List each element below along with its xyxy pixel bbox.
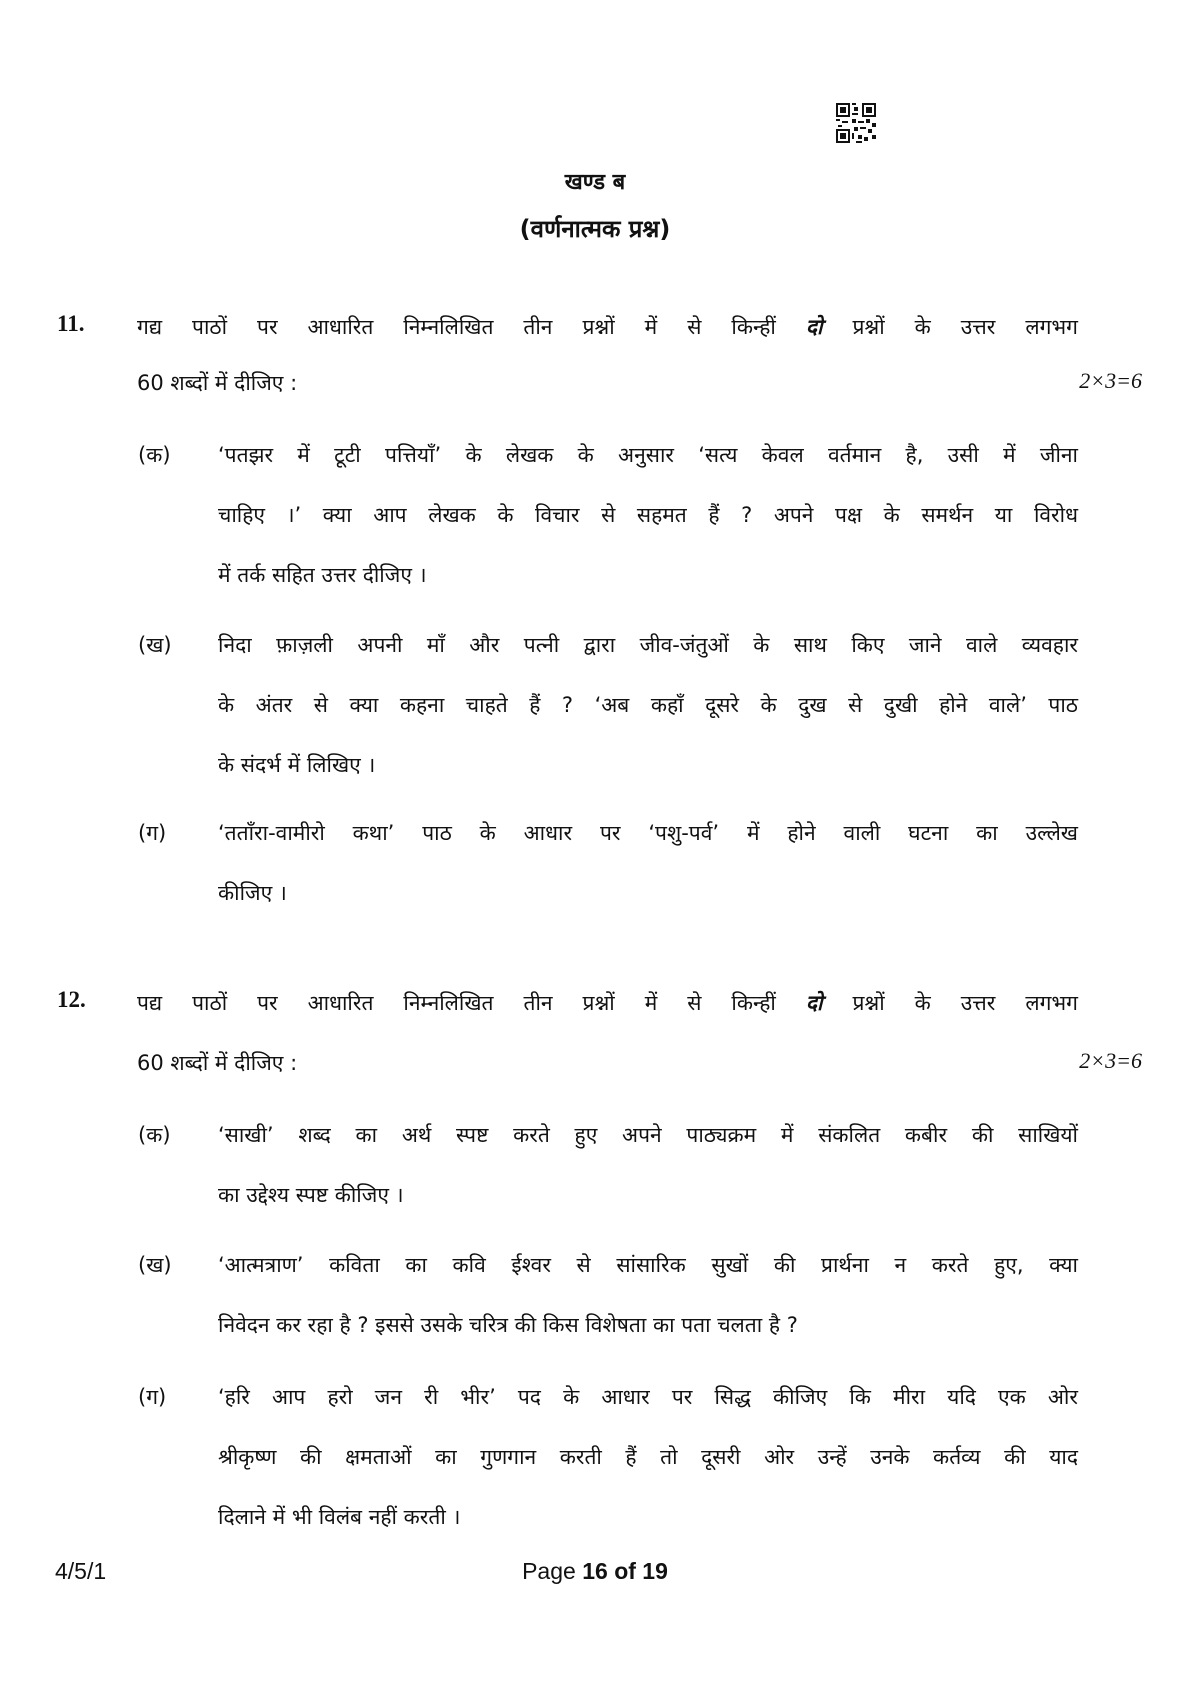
section-subtitle: (वर्णनात्मक प्रश्न) — [519, 215, 671, 243]
page-prefix: Page — [522, 1558, 576, 1584]
part-label: (ख) — [138, 1253, 172, 1277]
intro-emphasis: दो — [805, 991, 823, 1015]
page-total: 19 — [642, 1558, 668, 1584]
part-line: दिलाने में भी विलंब नहीं करती । — [218, 1505, 461, 1529]
part-line: निवेदन कर रहा है ? इससे उसके चरित्र की किस विशेषता का पता चलता है ? — [218, 1313, 798, 1337]
part-label: (ख) — [138, 633, 172, 657]
qr-code-icon — [836, 103, 876, 143]
question-intro-line2: 60 शब्दों में दीजिए : — [137, 371, 298, 395]
section-title: खण्ड ब — [564, 170, 626, 195]
part-label: (क) — [138, 443, 171, 467]
part-label: (क) — [138, 1123, 171, 1147]
paper-code: 4/5/1 — [55, 1558, 107, 1584]
question-intro-line1 — [137, 312, 1078, 342]
page-current: 16 — [582, 1558, 608, 1584]
page-of: of — [614, 1558, 636, 1584]
intro-text: प्रश्नों के उत्तर लगभग — [852, 991, 1078, 1015]
part-line: कीजिए । — [218, 881, 287, 905]
marks: 2×3=6 — [1079, 1048, 1142, 1073]
part-line: का उद्देश्य स्पष्ट कीजिए । — [218, 1183, 404, 1207]
part-line: ‘तताँरा-वामीरो कथा’ पाठ के आधार पर ‘पशु-पर्व’ में होने वाली घटना का उल्लेख — [218, 821, 1078, 845]
part-line: में तर्क सहित उत्तर दीजिए । — [218, 563, 427, 587]
intro-text: प्रश्नों के उत्तर लगभग — [852, 315, 1079, 339]
part-label: (ग) — [138, 821, 167, 845]
intro-text: गद्य पाठों पर आधारित निम्नलिखित तीन प्रश्नों में से किन्हीं — [137, 315, 776, 339]
question-intro-line1 — [137, 988, 1078, 1018]
intro-text: पद्य पाठों पर आधारित निम्नलिखित तीन प्रश्नों में से किन्हीं — [137, 991, 776, 1015]
page-number — [0, 1558, 1190, 1585]
part-line: के अंतर से क्या कहना चाहते हैं ? ‘अब कहाँ दूसरे के दुख से दुखी होने वाले’ पाठ — [218, 693, 1078, 717]
part-line: चाहिए ।’ क्या आप लेखक के विचार से सहमत हैं ? अपने पक्ष के समर्थन या विरोध — [218, 503, 1078, 527]
part-line: ‘साखी’ शब्द का अर्थ स्पष्ट करते हुए अपने पाठ्यक्रम में संकलित कबीर की साखियों — [218, 1123, 1078, 1147]
part-line: ‘आत्मत्राण’ कविता का कवि ईश्वर से सांसारिक सुखों की प्रार्थना न करते हुए, क्या — [218, 1253, 1078, 1277]
part-line: ‘हरि आप हरो जन री भीर’ पद के आधार पर सिद्ध कीजिए कि मीरा यदि एक ओर — [218, 1385, 1078, 1409]
question-number: 12. — [57, 987, 86, 1012]
marks: 2×3=6 — [1079, 368, 1142, 393]
question-intro-line2: 60 शब्दों में दीजिए : — [137, 1051, 298, 1075]
part-line: निदा फ़ाज़ली अपनी माँ और पत्नी द्वारा जीव-जंतुओं के साथ किए जाने वाले व्यवहार — [218, 633, 1078, 657]
part-line: ‘पतझर में टूटी पत्तियाँ’ के लेखक के अनुसार ‘सत्य केवल वर्तमान है, उसी में जीना — [218, 443, 1078, 467]
intro-emphasis: दो — [805, 315, 823, 339]
part-line: के संदर्भ में लिखिए । — [218, 753, 376, 777]
part-label: (ग) — [138, 1385, 167, 1409]
question-number: 11. — [57, 311, 85, 336]
part-line: श्रीकृष्ण की क्षमताओं का गुणगान करती हैं तो दूसरी ओर उन्हें उनके कर्तव्य की याद — [218, 1445, 1078, 1469]
